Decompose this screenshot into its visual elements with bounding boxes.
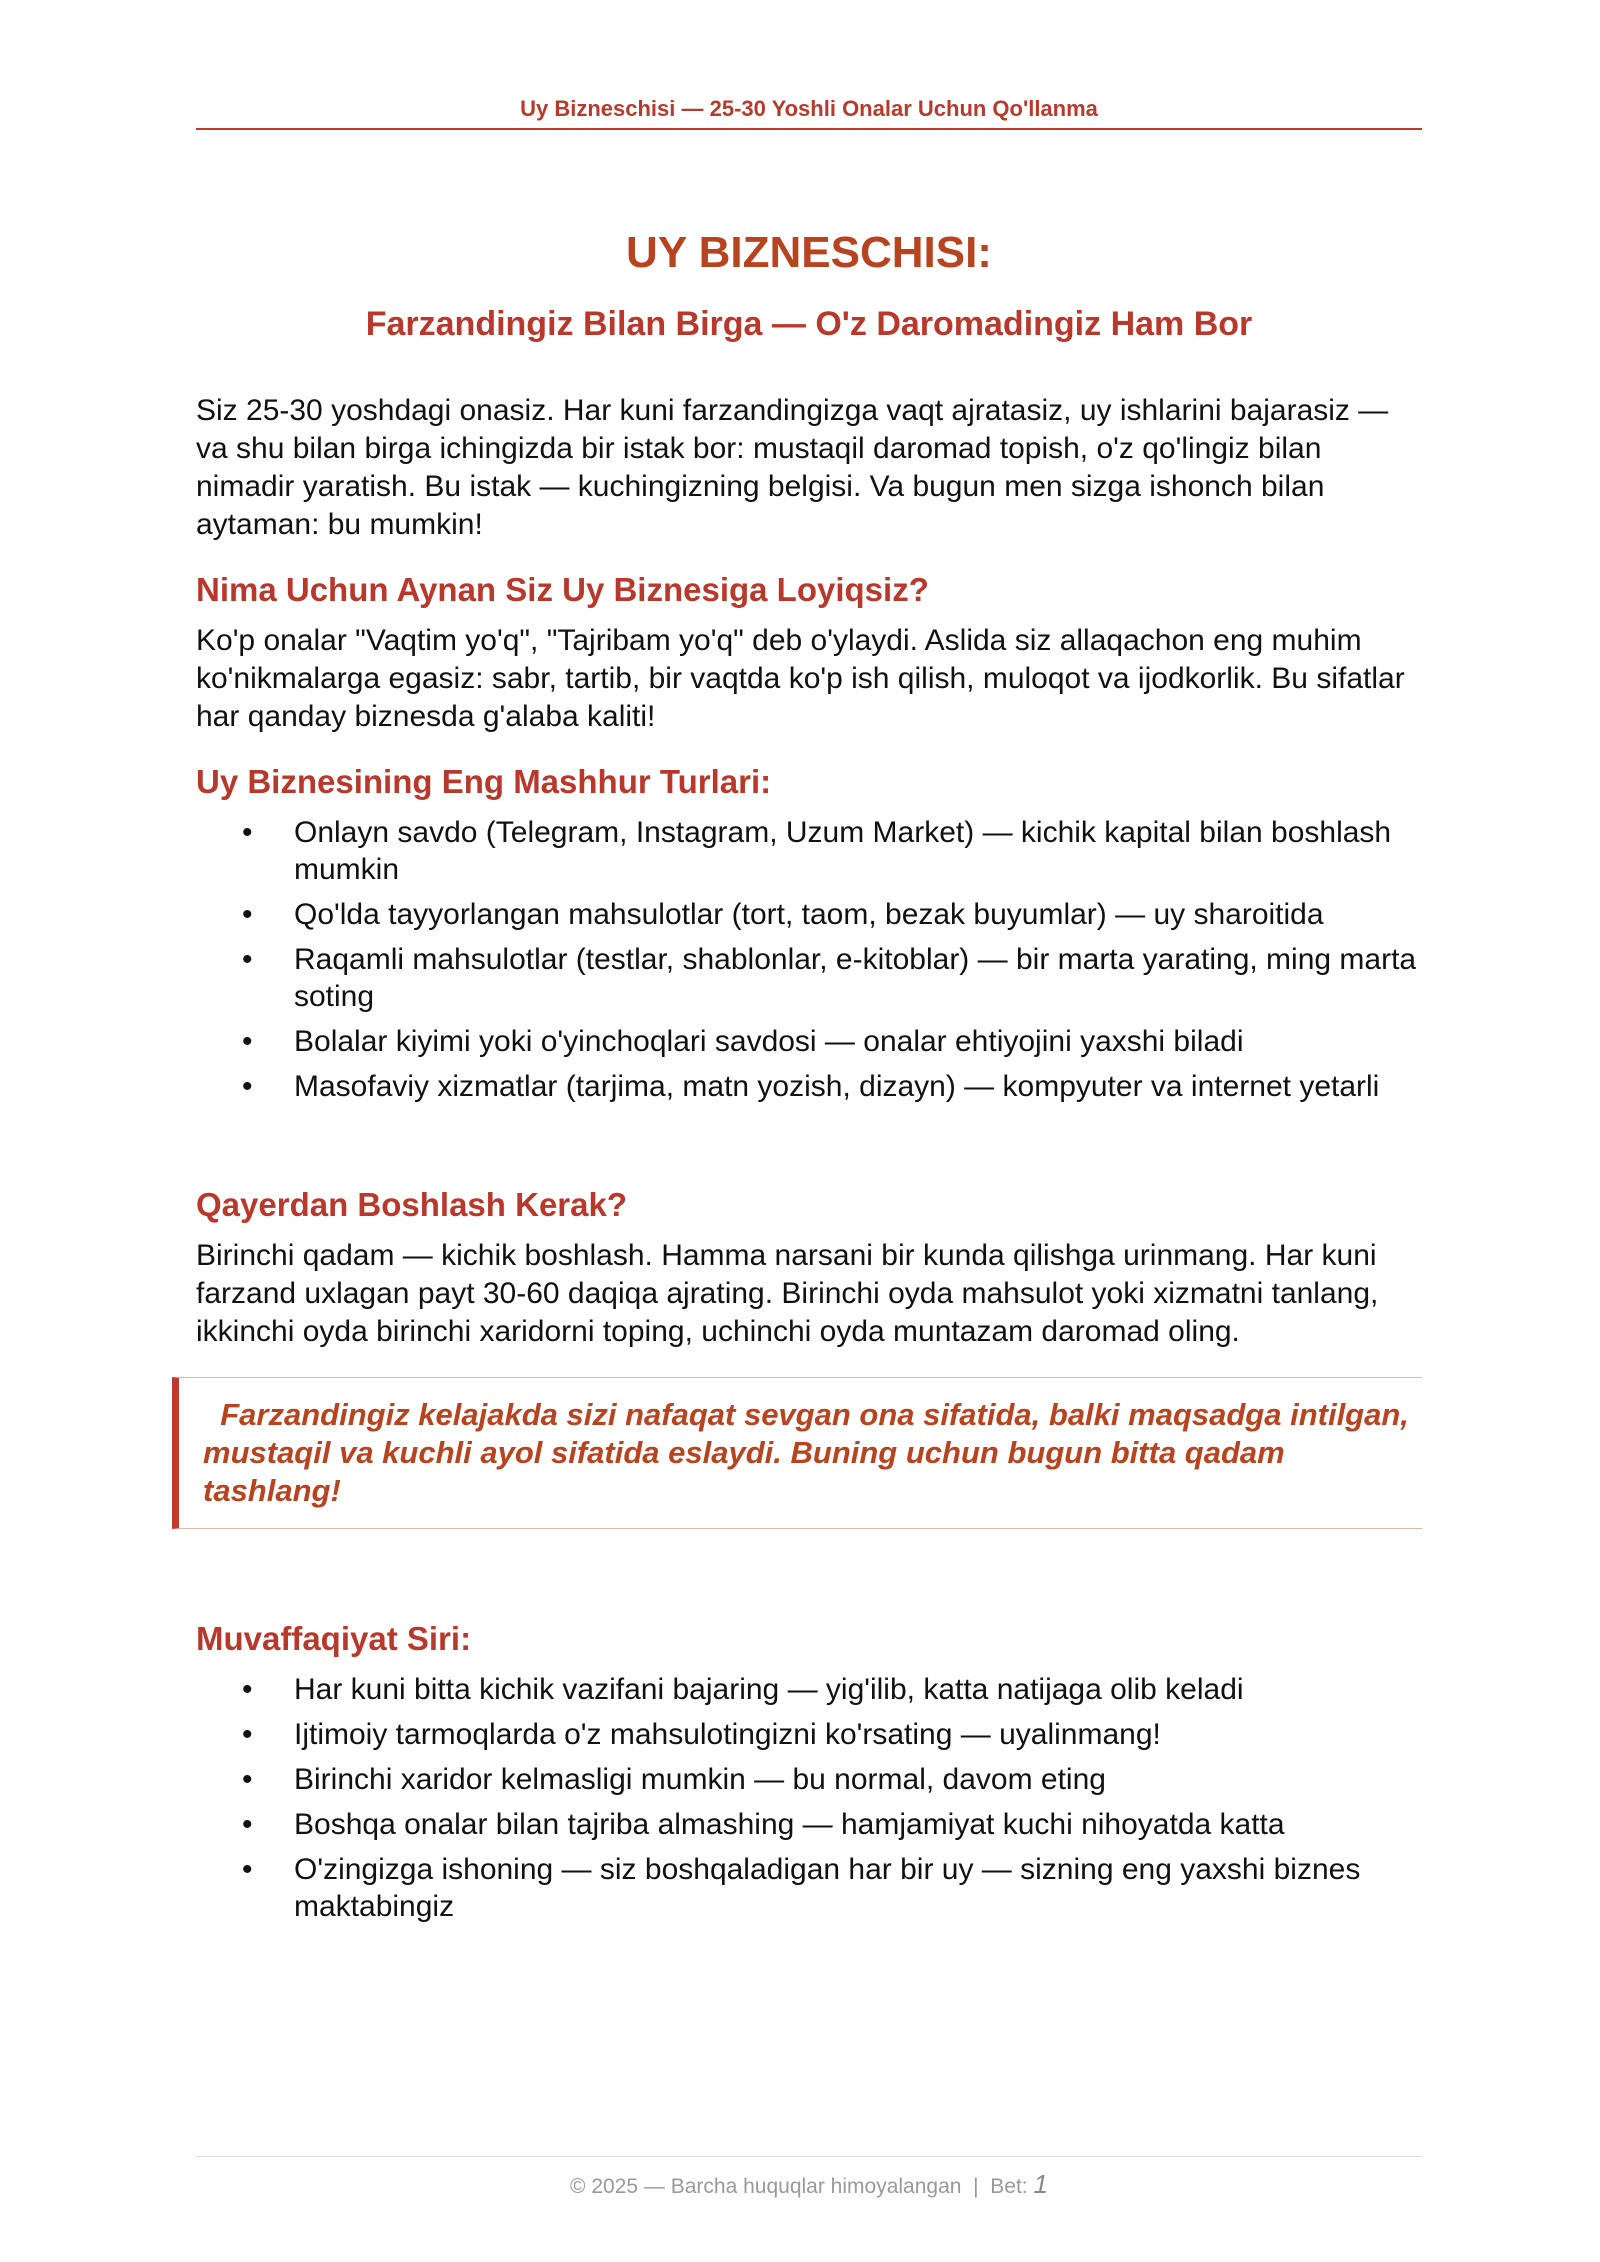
list-item: • Qo'lda tayyorlangan mahsulotlar (tort, taom, bezak buyumlar) — uy sharoitida bbox=[242, 898, 1324, 931]
list-item: • Onlayn savdo (Telegram, Instagram, Uzum Market) — kichik kapital bilan boshlash mumkin bbox=[242, 816, 1392, 886]
bullet-icon: • bbox=[242, 1070, 253, 1103]
document-title: UY BIZNESCHISI: bbox=[626, 228, 992, 277]
bullet-icon: • bbox=[242, 1763, 253, 1796]
list-item: • Bolalar kiyimi yoki o'yinchoqlari savdosi — onalar ehtiyojini yaxshi biladi bbox=[242, 1025, 1244, 1058]
section-heading-types: Uy Biznesining Eng Mashhur Turlari: bbox=[196, 763, 772, 800]
section-heading-success: Muvaffaqiyat Siri: bbox=[196, 1620, 472, 1657]
business-types-list bbox=[196, 814, 1422, 1105]
document-body bbox=[196, 392, 1422, 1933]
bullet-icon: • bbox=[242, 1673, 253, 1706]
list-item: • Raqamli mahsulotlar (testlar, shablonlar, e-kitoblar) — bir marta yarating, ming marta soting bbox=[242, 943, 1417, 1013]
section-text-why: Ko'p onalar "Vaqtim yo'q", "Tajribam yo'q" deb o'ylaydi. Aslida siz allaqachon eng muhim ko'nikmalarga egasiz: sabr, tartib, bir vaqtda ko'p ish qilish, muloqot va ijodkorlik. Bu sifatlar har qanday biznesda g'alaba kaliti! bbox=[196, 624, 1405, 733]
list-item: • Boshqa onalar bilan tajriba almashing — hamjamiyat kuchi nihoyatda katta bbox=[242, 1808, 1285, 1841]
document-subtitle: Farzandingiz Bilan Birga — O'z Daromadingiz Ham Bor bbox=[365, 305, 1253, 343]
footer-separator: | bbox=[973, 2175, 979, 2198]
highlight-quote: Farzandingiz kelajakda sizi nafaqat sevgan ona sifatida, balki maqsadga intilgan, mustaqil va kuchli ayol sifatida eslaydi. Buning uchun bugun bitta qadam tashlang! bbox=[172, 1377, 1422, 1529]
footer-page-label: Bet: bbox=[990, 2175, 1028, 2198]
bullet-icon: • bbox=[242, 1025, 253, 1058]
success-tips-list bbox=[196, 1671, 1422, 1925]
bullet-icon: • bbox=[242, 898, 253, 931]
list-item: • O'zingizga ishoning — siz boshqaladigan har bir uy — sizning eng yaxshi biznes maktabingiz bbox=[242, 1853, 1361, 1923]
footer-copyright: © 2025 — Barcha huquqlar himoyalangan bbox=[570, 2175, 962, 2198]
list-item: • Har kuni bitta kichik vazifani bajaring — yig'ilib, katta natijaga olib keladi bbox=[242, 1673, 1244, 1706]
intro-paragraph: Siz 25-30 yoshdagi onasiz. Har kuni farzandingizga vaqt ajratasiz, uy ishlarini bajarasiz — va shu bilan birga ichingizda bir istak bor: mustaqil daromad topish, o'z qo'lingiz bilan nimadir yaratish. Bu istak — kuchingizning belgisi. Va bugun men sizga ishonch bilan aytaman: bu mumkin! bbox=[196, 394, 1389, 541]
bullet-icon: • bbox=[242, 1718, 253, 1751]
list-item: • Masofaviy xizmatlar (tarjima, matn yozish, dizayn) — kompyuter va internet yetarli bbox=[242, 1070, 1380, 1103]
section-heading-start: Qayerdan Boshlash Kerak? bbox=[196, 1186, 627, 1223]
bullet-icon: • bbox=[242, 1808, 253, 1841]
running-header: Uy Bizneschisi — 25-30 Yoshli Onalar Uchun Qo'llanma bbox=[196, 96, 1422, 130]
page-footer bbox=[196, 2156, 1422, 2200]
bullet-icon: • bbox=[242, 816, 253, 849]
section-text-start: Birinchi qadam — kichik boshlash. Hamma narsani bir kunda qilishga urinmang. Har kuni farzand uxlagan payt 30-60 daqiqa ajrating. Birinchi oyda mahsulot yoki xizmatni tanlang, ikkinchi oyda birinchi xaridorni toping, uchinchi oyda muntazam daromad oling. bbox=[196, 1239, 1379, 1348]
section-heading-why: Nima Uchun Aynan Siz Uy Biznesiga Loyiqsiz? bbox=[196, 571, 929, 608]
list-item: • Birinchi xaridor kelmasligi mumkin — bu normal, davom eting bbox=[242, 1763, 1106, 1796]
bullet-icon: • bbox=[242, 1853, 253, 1886]
bullet-icon: • bbox=[242, 943, 253, 976]
page-number: 1 bbox=[1033, 2169, 1048, 2199]
list-item: • Ijtimoiy tarmoqlarda o'z mahsulotingizni ko'rsating — uyalinmang! bbox=[242, 1718, 1161, 1751]
